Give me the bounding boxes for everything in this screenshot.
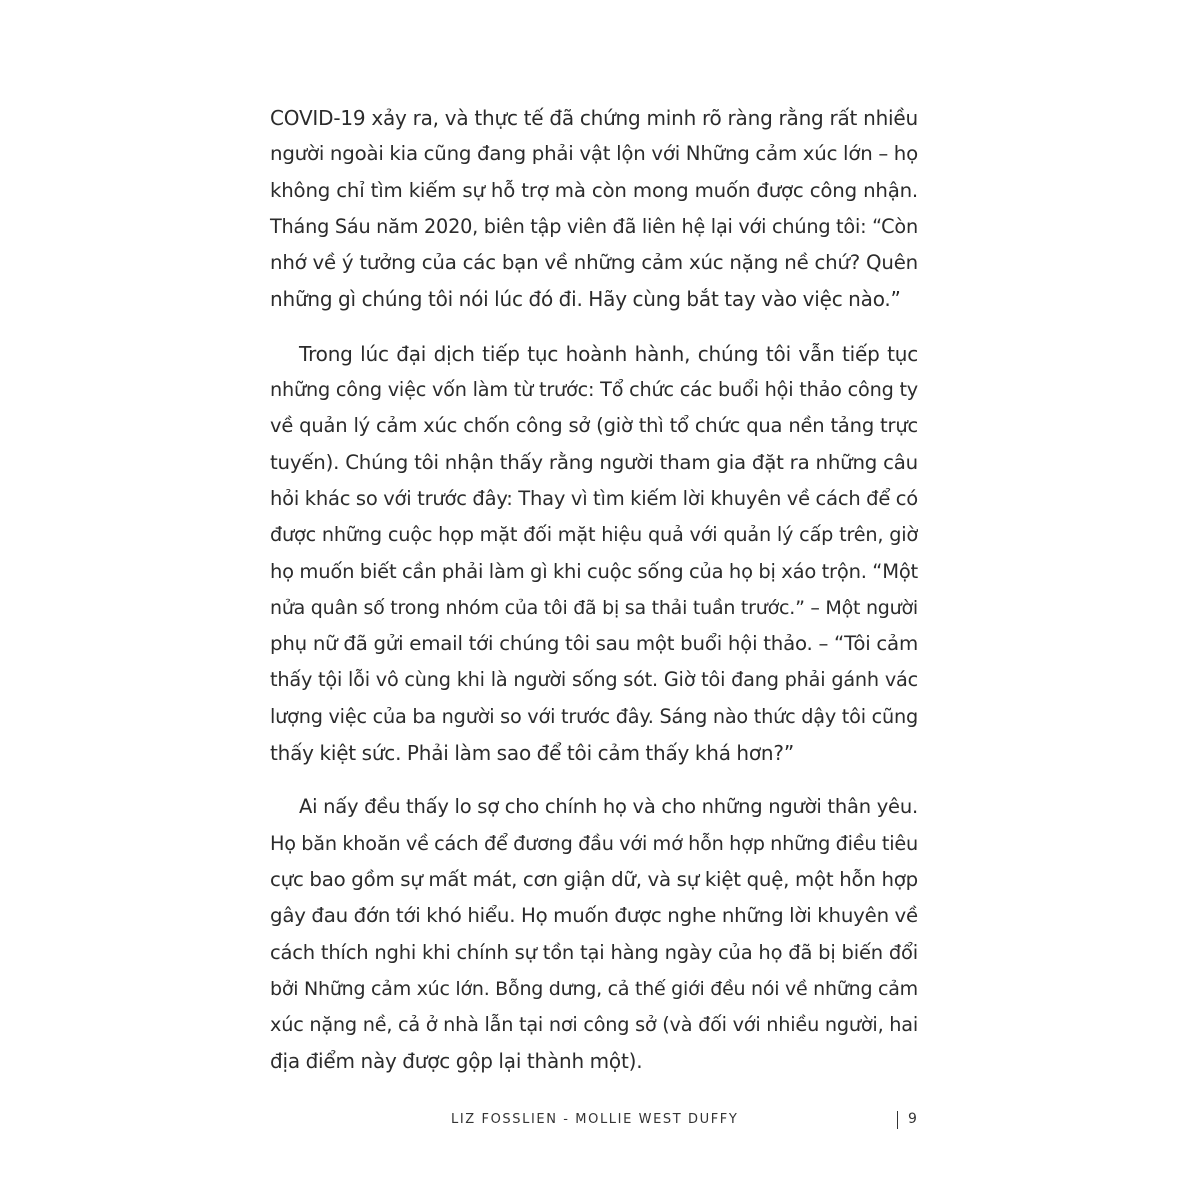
text-line: cực bao gồm sự mất mát, cơn giận dữ, và sự kiệt quệ, một hỗn hợp xyxy=(270,867,918,891)
page-body xyxy=(270,100,918,1080)
text-line: Trong lúc đại dịch tiếp tục hoành hành, chúng tôi vẫn tiếp tục xyxy=(299,341,918,366)
text-line: những công việc vốn làm từ trước: Tổ chức các buổi hội thảo công ty xyxy=(270,378,918,402)
paragraph-1 xyxy=(270,100,918,318)
text-line: Họ băn khoăn về cách để đương đầu với mớ hỗn hợp những điều tiêu xyxy=(270,831,918,855)
footer-divider xyxy=(897,1111,898,1129)
paragraph-2 xyxy=(270,336,918,772)
text-line: COVID-19 xảy ra, và thực tế đã chứng minh rõ ràng rằng rất nhiều xyxy=(270,106,918,130)
text-line: xúc nặng nề, cả ở nhà lẫn tại nơi công sở (và đối với nhiều người, hai xyxy=(270,1013,918,1037)
text-line: bởi Những cảm xúc lớn. Bỗng dưng, cả thế giới đều nói về những cảm xyxy=(270,977,918,1000)
text-line: gây đau đớn tới khó hiểu. Họ muốn được nghe những lời khuyên về xyxy=(270,904,918,928)
text-line: hỏi khác so với trước đây: Thay vì tìm kiếm lời khuyên về cách để có xyxy=(270,486,918,510)
paragraph-3 xyxy=(270,789,918,1079)
text-line: họ muốn biết cần phải làm gì khi cuộc sống của họ bị xáo trộn. “Một xyxy=(270,559,918,583)
text-line: cách thích nghi khi chính sự tồn tại hàng ngày của họ đã bị biến đổi xyxy=(270,940,918,964)
text-line: địa điểm này được gộp lại thành một). xyxy=(270,1049,643,1074)
page-footer xyxy=(0,1110,1200,1134)
text-line: thấy tội lỗi vô cùng khi là người sống sót. Giờ tôi đang phải gánh vác xyxy=(270,668,918,692)
text-line: nửa quân số trong nhóm của tôi đã bị sa thải tuần trước.” – Một người xyxy=(270,596,918,619)
text-line: Ai nấy đều thấy lo sợ cho chính họ và cho những người thân yêu. xyxy=(299,795,918,819)
text-line: nhớ về ý tưởng của các bạn về những cảm xúc nặng nề chứ? Quên xyxy=(270,251,918,275)
text-line: về quản lý cảm xúc chốn công sở (giờ thì tổ chức qua nền tảng trực xyxy=(270,414,918,438)
page-number: 9 xyxy=(908,1111,917,1127)
text-line: tuyến). Chúng tôi nhận thấy rằng người tham gia đặt ra những câu xyxy=(270,450,918,474)
text-line: người ngoài kia cũng đang phải vật lộn với Những cảm xúc lớn – họ xyxy=(270,142,918,166)
text-line: không chỉ tìm kiếm sự hỗ trợ mà còn mong muốn được công nhận. xyxy=(270,178,918,202)
text-line: lượng việc của ba người so với trước đây. Sáng nào thức dậy tôi cũng xyxy=(270,704,918,728)
text-line: thấy kiệt sức. Phải làm sao để tôi cảm thấy khá hơn?” xyxy=(270,741,794,766)
text-line: những gì chúng tôi nói lúc đó đi. Hãy cùng bắt tay vào việc nào.” xyxy=(270,287,901,312)
text-line: được những cuộc họp mặt đối mặt hiệu quả với quản lý cấp trên, giờ xyxy=(270,523,918,547)
text-line: phụ nữ đã gửi email tới chúng tôi sau một buổi hội thảo. – “Tôi cảm xyxy=(270,632,918,656)
running-footer-authors: LIZ FOSSLIEN - MOLLIE WEST DUFFY xyxy=(451,1112,739,1127)
text-line: Tháng Sáu năm 2020, biên tập viên đã liên hệ lại với chúng tôi: “Còn xyxy=(270,214,918,238)
